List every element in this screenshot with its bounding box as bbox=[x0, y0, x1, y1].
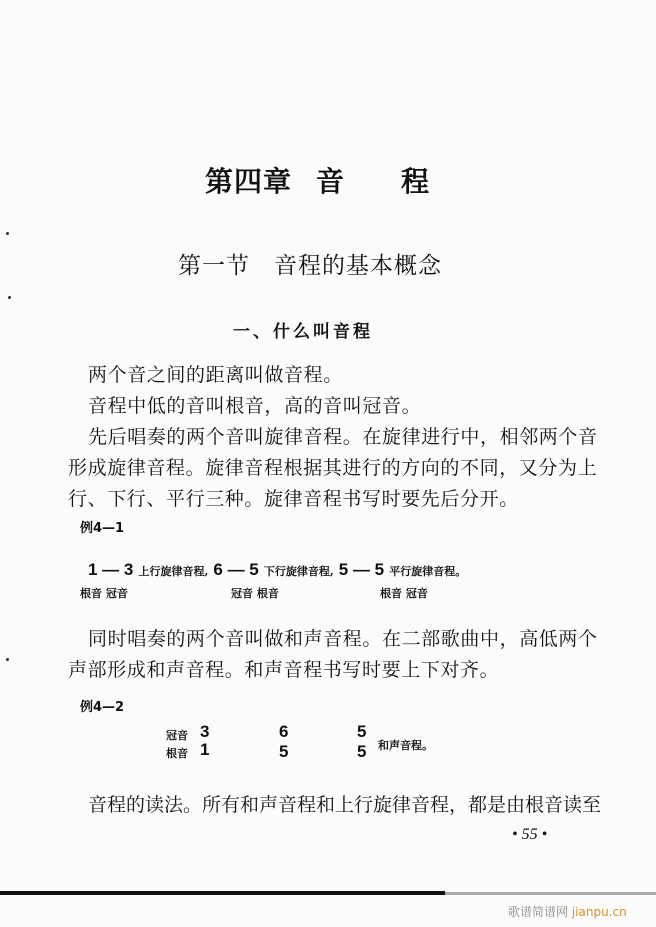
paragraph: 先后唱奏的两个音叫旋律音程。在旋律进行中，相邻两个音 bbox=[88, 426, 598, 448]
note-labels: 根音 冠音 bbox=[80, 587, 128, 600]
chapter-title bbox=[205, 160, 430, 200]
paragraph: 音程的读法。所有和声音程和上行旋律音程，都是由根音读至 bbox=[88, 794, 602, 816]
bottom-note: 1 bbox=[200, 740, 210, 759]
top-note: 5 bbox=[357, 722, 367, 741]
watermark: 歌谱简谱网 jianpu.cn bbox=[508, 905, 627, 919]
scan-speck bbox=[8, 296, 11, 299]
top-note: 3 bbox=[200, 722, 210, 741]
paragraph: 声部形成和声音程。和声音程书写时要上下对齐。 bbox=[68, 659, 500, 681]
interval-desc: 下行旋律音程, bbox=[263, 565, 334, 578]
example-label: 例4—1 bbox=[80, 521, 125, 536]
interval-desc: 平行旋律音程。 bbox=[389, 565, 467, 578]
interval-notes: 6 — 5 bbox=[213, 560, 259, 579]
top-note: 6 bbox=[279, 722, 289, 741]
subsection-title: 一、什么叫音程 bbox=[233, 322, 373, 342]
paragraph: 音程中低的音叫根音，高的音叫冠音。 bbox=[88, 395, 422, 417]
scan-speck bbox=[6, 658, 9, 661]
example-label: 例4—2 bbox=[80, 700, 125, 715]
bottom-note: 5 bbox=[357, 742, 367, 761]
paragraph: 行、下行、平行三种。旋律音程书写时要先后分开。 bbox=[68, 488, 519, 510]
chapter-number: 第四章 bbox=[205, 165, 293, 198]
harmonic-desc: 和声音程。 bbox=[378, 739, 433, 752]
example-1-line bbox=[88, 560, 466, 580]
bottom-rule bbox=[0, 891, 445, 895]
interval-desc: 上行旋律音程, bbox=[138, 565, 209, 578]
scan-speck bbox=[6, 232, 9, 235]
note-labels: 根音 冠音 bbox=[380, 587, 428, 600]
paragraph: 同时唱奏的两个音叫做和声音程。在二部歌曲中，高低两个 bbox=[88, 628, 598, 650]
bottom-label: 根音 bbox=[166, 747, 188, 760]
chapter-word-1: 音 bbox=[316, 165, 346, 198]
bottom-rule-faded bbox=[445, 892, 656, 895]
chapter-word-2: 程 bbox=[401, 165, 431, 198]
interval-notes: 5 — 5 bbox=[338, 560, 385, 579]
top-label: 冠音 bbox=[166, 729, 188, 742]
page-number: • 55 • bbox=[512, 826, 548, 843]
note-labels: 冠音 根音 bbox=[231, 587, 279, 600]
paragraph: 形成旋律音程。旋律音程根据其进行的方向的不同，又分为上 bbox=[68, 457, 598, 479]
section-title: 第一节 音程的基本概念 bbox=[178, 253, 442, 279]
bottom-note: 5 bbox=[279, 742, 289, 761]
paragraph: 两个音之间的距离叫做音程。 bbox=[88, 364, 343, 386]
interval-notes: 1 — 3 bbox=[88, 560, 134, 579]
